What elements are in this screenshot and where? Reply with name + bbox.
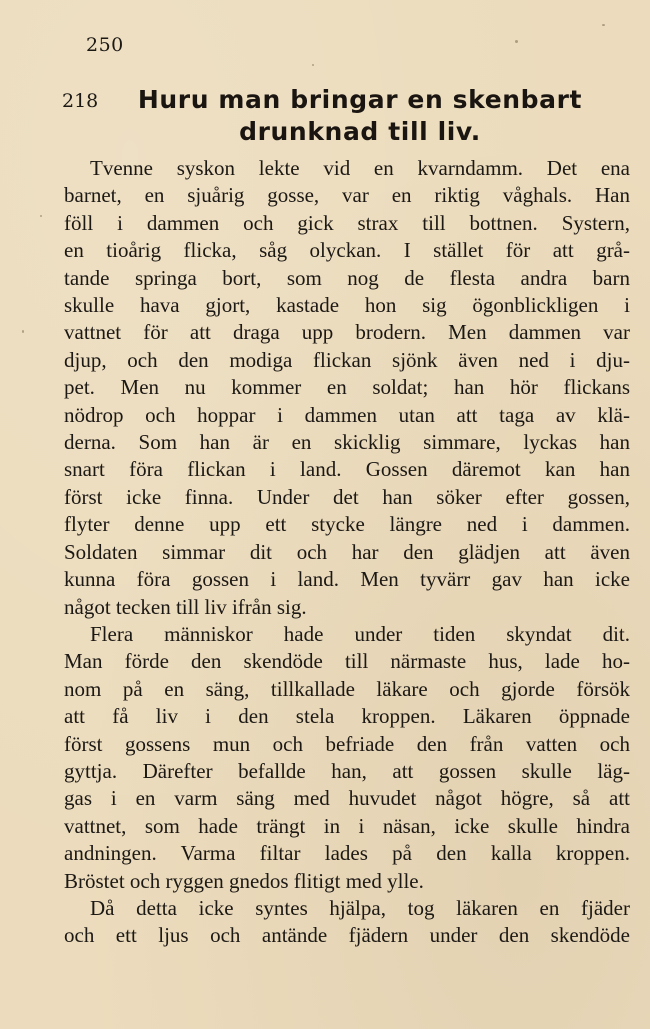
- section-number: 218: [62, 90, 99, 112]
- text-line: nödrop och hoppar i dammen utan att taga av klä-: [64, 402, 630, 427]
- text-line: tande springa bort, som nog de flesta andra barn: [64, 265, 630, 290]
- text-line: något tecken till liv ifrån sig.: [64, 594, 307, 619]
- paper-speck: [312, 64, 314, 66]
- text-line: skulle hava gjort, kastade hon sig ögonblickligen i: [64, 293, 630, 318]
- text-line: vattnet, som hade trängt in i näsan, icke skulle hindra: [64, 813, 630, 838]
- text-line: Då detta icke syntes hjälpa, tog läkaren en fjäder: [90, 895, 630, 920]
- text-line: att få liv i den stela kroppen. Läkaren öppnade: [64, 704, 630, 729]
- text-line: barnet, en sjuårig gosse, var en riktig våghals. Han: [64, 183, 630, 208]
- text-line: först icke finna. Under det han söker efter gossen,: [64, 484, 630, 509]
- text-line: nom på en säng, tillkallade läkare och gjorde försök: [64, 676, 630, 701]
- text-line: föll i dammen och gick strax till bottnen. Systern,: [64, 210, 630, 235]
- text-line: en tioårig flicka, såg olyckan. I stället för att grå-: [64, 238, 630, 263]
- text-line: djup, och den modiga flickan sjönk även ned i dju-: [64, 347, 630, 372]
- page-number: 250: [86, 34, 124, 56]
- paper-speck: [40, 215, 42, 217]
- paragraph: [64, 621, 630, 895]
- text-line: gas i en varm säng med huvudet något högre, så att: [64, 786, 630, 811]
- text-line: snart föra flickan i land. Gossen däremot kan han: [64, 457, 630, 482]
- text-line: först gossens mun och befriade den från vatten och: [64, 731, 630, 756]
- text-line: Flera människor hade under tiden skyndat dit.: [90, 621, 630, 646]
- text-line: andningen. Varma filtar lades på den kalla kroppen.: [64, 841, 630, 866]
- text-line: pet. Men nu kommer en soldat; han hör flickans: [64, 375, 630, 400]
- text-line: Soldaten simmar dit och har den glädjen att även: [64, 539, 630, 564]
- section-title: [124, 84, 596, 148]
- paragraph: [64, 895, 630, 950]
- section-title-line-1: Huru man bringar en skenbart: [137, 85, 583, 114]
- paragraph: [64, 155, 630, 621]
- text-line: Bröstet och ryggen gnedos flitigt med ylle.: [64, 868, 424, 893]
- paper-speck: [602, 24, 605, 26]
- paper-speck: [22, 330, 24, 333]
- text-line: Tvenne syskon lekte vid en kvarndamm. Det ena: [90, 156, 630, 180]
- text-line: gyttja. Därefter befallde han, att gossen skulle läg-: [64, 758, 630, 783]
- text-line: derna. Som han är en skicklig simmare, lyckas han: [64, 430, 630, 455]
- text-line: kunna föra gossen i land. Men tyvärr gav han icke: [64, 567, 630, 592]
- section-title-line-2: drunknad till liv.: [239, 117, 481, 146]
- body-text: [64, 155, 630, 950]
- text-line: och ett ljus och antände fjädern under den skendöde: [64, 923, 630, 948]
- paper-speck: [515, 40, 518, 43]
- text-line: vattnet för att draga upp brodern. Men dammen var: [64, 320, 630, 345]
- text-line: flyter denne upp ett stycke längre ned i dammen.: [64, 512, 630, 537]
- text-line: Man förde den skendöde till närmaste hus, lade ho-: [64, 649, 630, 674]
